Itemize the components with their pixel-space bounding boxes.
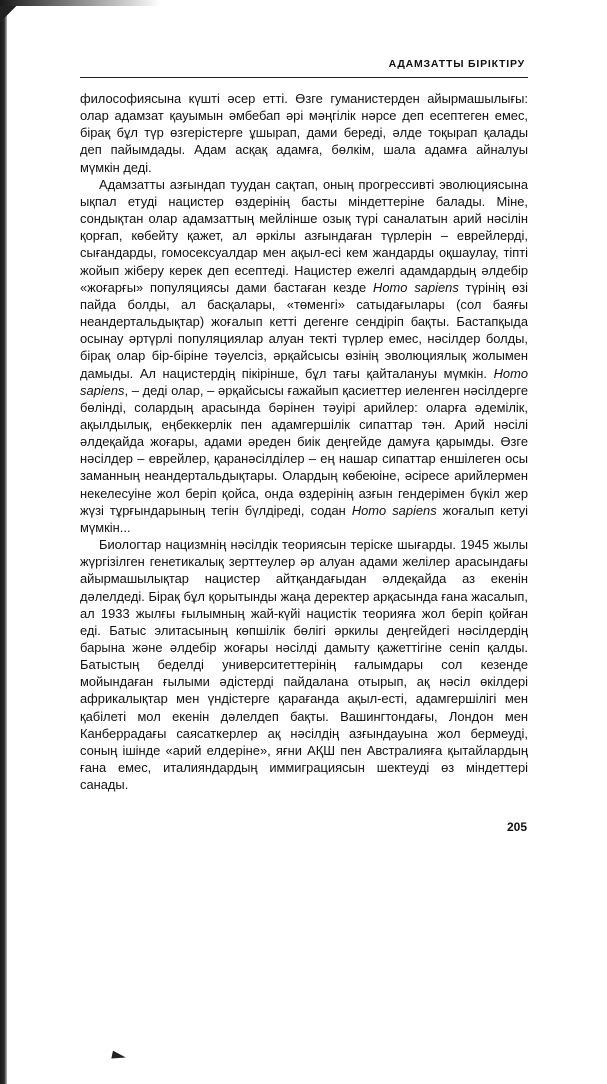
text-run: , – деді олар, – әрқайсысы ғажайып қасиеттер иеленген нәсілдерге бөлінді, солардың арасында бәрінен тәуірі арийлер: оларға әдемілік, ақылдылық, еңбеккерлік пен адамгершілік сипаттар тән. Арий нәсілі әлдеқайда жоғары, адами әреден биік деңгейде дамуға қарымды. Өзге нәсілдер – еврейлер, қаранәсілділер – ең нашар сипаттар еншілеген осы заманның неандертальдықтары. Олардың көбеюіне, әсіресе арийлермен некелесуіне жол беріп қойса, онда өздерінің азғын гендерімен бүкіл жер жүзі тұрғындарының тегін бүлдіреді, содан [80, 382, 528, 518]
scan-edge-notch [0, 6, 18, 24]
scan-edge-top [0, 0, 160, 6]
body-paragraph [80, 176, 528, 536]
body-paragraph [80, 536, 528, 793]
italic-term: Homo sapiens [80, 365, 528, 398]
body-text [80, 90, 528, 793]
page-number: 205 [506, 820, 527, 834]
text-run: философиясына күшті әсер етті. Өзге гуманистерден айырмашылығы: олар адамзат қауымын әмбебап әрі мәңгілік нәрсе деп есептеген емес, бірақ бұл түр өзгерістерге ұшырап, дами береді, әлде тоқырап қалады деп пайымдады. Адам асқақ адамға, бөлкім, шала адамға айналуы мүмкін деді. [80, 91, 528, 175]
body-paragraph [80, 90, 528, 176]
text-run: Биологтар нацизмнің нәсілдік теориясын теріске шығарды. 1945 жылы жүргізілген генетикалық зерттеулер әр алуан адами желілер арасындағы айырмашылықтар нацистер айтқандағыдан әлдеқайда аз екенін дәлелдеді. Бірақ бұл қорытынды жаңа деректер арқасында ғана жасалып, ал 1933 жылғы ғылымның жай-күйі нацистік теорияға жол беріп қойған еді. Батыс элитасының көпшілік бөлігі әркилы деңгейдегі нәсілдердің барына және әлдебір жоғары нәсілді дамыту қажеттігіне сеніп қалды. Батыстың беделді университеттерінің ғалымдары сол кезенде мойындаған ғылыми әдістерді пайдалана отырып, ақ нәсіл өкілдері африкалықтар мен үндістерге қарағанда ақыл-есті, адамгершілігі мен қабілеті мол екенін дәлелдеп бақты. Вашингтондағы, Лондон мен Канберрадағы саясаткерлер ақ нәсілдің азғындауына жол бермеуді, соның ішінде «арий елдеріне», яғни АҚШ пен Австралияға қытайлардың ғана емес, италияндардың иммиграциясын шектеуді өз міндеттері санады. [80, 537, 528, 793]
text-run: Адамзатты азғындап туудан сақтап, оның прогрессивті эволюциясына ықпал етуді нацистер өздерінің басты міндеттеріне балады. Міне, сондықтан олар адамзаттың мейлінше озық түрі саналатын арий нәсілін қорғап, көбейту қажет, ал әркілы азғындаған түрлерін – еврейлерді, сығандарды, гомосексуалдар мен ақыл-есі кем жандарды оқшаулау, тіпті жойып жіберу керек деп есептеді. Нацистер ежелгі адамдардың әлдебір «жоғарғы» популяциясы дами бастаған кезде [80, 176, 528, 295]
italic-term: Homo sapiens [351, 502, 437, 518]
scan-artifact-mark [111, 1051, 126, 1062]
italic-term: Homo sapiens [373, 279, 459, 295]
scan-edge-left [0, 0, 7, 1084]
text-run: түрінің өзі пайда болды, ал басқалары, «төменгі» сатыдағылары (сол баяғы неандертальдықтар) жоғалып кетті дегенге сендіріп бақты. Бастапқыда осынау әртүрлі популяциялар алуан текті түрлер емес, нәсілдер болды, бірақ олар бір-біріне тәуелсіз, әрқайсысы өзінің эволюциялық жолымен дамыды. Ал нацистердің пікірінше, бұл тағы қайталануы мүмкін. [80, 279, 528, 381]
text-run: жоғалып кетуі мүмкін... [80, 502, 529, 535]
header-rule [80, 77, 528, 78]
running-head: АДАМЗАТТЫ БІРІКТІРУ [388, 58, 525, 70]
